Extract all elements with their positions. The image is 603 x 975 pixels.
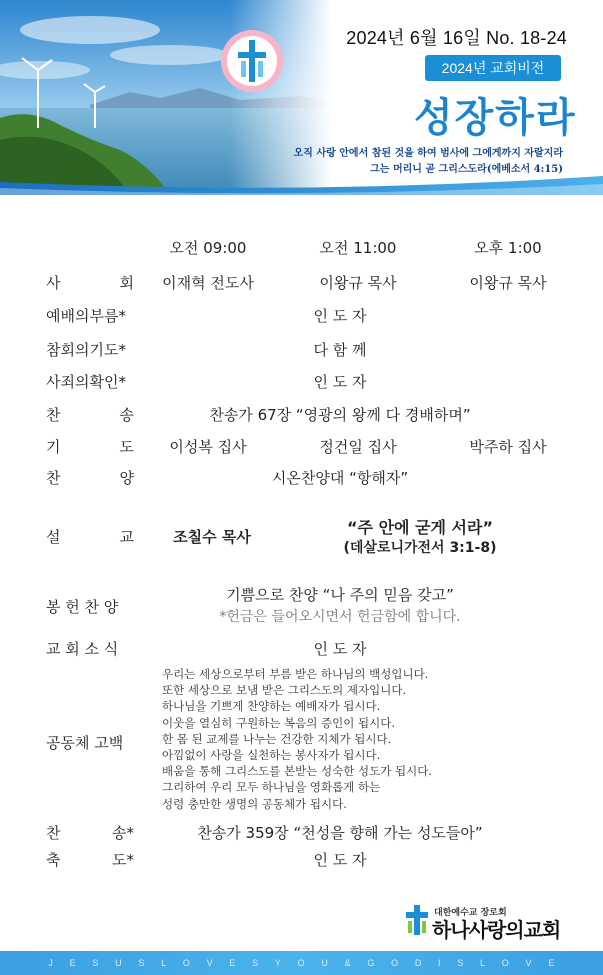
- prayer-label: 기 도: [46, 438, 134, 456]
- confession-line: 하나님을 기쁘게 찬양하는 예배자가 됩시다.: [162, 699, 381, 714]
- footer-letter: S: [138, 958, 145, 968]
- benediction-value: 인 도 자: [313, 851, 367, 869]
- bulletin-date: 2024년 6월 16일 No. 18-24: [346, 28, 567, 48]
- vision-badge: 2024년 교회비전: [425, 55, 561, 81]
- benediction-label: 축 도*: [46, 851, 134, 869]
- prayer-second: 정건일 집사: [319, 438, 397, 456]
- footer-letter: S: [252, 958, 259, 968]
- footer-letter: I: [438, 958, 441, 968]
- footer-letter: D: [414, 958, 422, 968]
- vision-slogan: 성장하라: [414, 95, 577, 141]
- presider-second: 이왕규 목사: [319, 274, 397, 292]
- footer-letter: G: [367, 958, 375, 968]
- sermon-label: 설 교: [46, 528, 134, 546]
- presider-first: 이재혁 전도사: [162, 274, 254, 292]
- confession-line: 그리하여 우리 모두 하나님을 영화롭게 하는: [162, 780, 381, 795]
- footer-letter: V: [525, 958, 532, 968]
- church-news-label: 교 회 소 식: [46, 640, 119, 658]
- footer-letter: S: [92, 958, 99, 968]
- call-to-worship-value: 인 도 자: [313, 307, 367, 325]
- sermon-scripture: (데살로니가전서 3:1-8): [343, 540, 497, 556]
- confession-line: 성령 충만한 생명의 공동체가 됩시다.: [162, 796, 347, 811]
- prayer-first: 이성복 집사: [169, 438, 247, 456]
- offering-label: 봉 헌 찬 양: [46, 598, 119, 616]
- footer-letter: U: [115, 958, 122, 968]
- confession-label: 공동체 고백: [46, 734, 124, 752]
- footer-letter: E: [548, 958, 555, 968]
- footer-letter: &: [344, 958, 351, 968]
- footer-letter: O: [297, 958, 305, 968]
- footer-letter: L: [480, 958, 486, 968]
- confession-line: 또한 세상으로 보냄 받은 그리스도의 제자입니다.: [162, 683, 407, 698]
- footer-letter: L: [161, 958, 167, 968]
- closing-hymn-label: 찬 송*: [46, 824, 134, 842]
- offering-value: 기쁨으로 찬양 “나 주의 믿음 갖고”: [226, 586, 454, 604]
- cross-emblem-icon: [219, 28, 285, 94]
- denomination-text: 대한예수교 장로회: [434, 908, 507, 918]
- hymn-value: 찬송가 67장 “영광의 왕께 다 경배하며”: [209, 406, 471, 424]
- call-to-worship-label: 예배의부름*: [46, 307, 126, 325]
- vision-verse-line1: 오직 사랑 안에서 참된 것을 하여 범사에 그에게까지 자랄지라: [293, 148, 563, 159]
- footer-letter: V: [206, 958, 213, 968]
- footer-letter: U: [321, 958, 328, 968]
- confession-line: 배움을 통해 그리스도를 본받는 성숙한 성도가 됩시다.: [162, 764, 432, 779]
- church-news-value: 인 도 자: [313, 640, 367, 658]
- footer-banner: [0, 951, 603, 975]
- presider-third: 이왕규 목사: [469, 274, 547, 292]
- absolution-label: 사죄의확인*: [46, 373, 126, 391]
- footer-letter: J: [48, 958, 53, 968]
- presider-label: 사 회: [46, 274, 134, 292]
- sermon-title: “주 안에 굳게 서라”: [347, 518, 493, 537]
- offering-note: *헌금은 들어오시면서 헌금함에 합니다.: [219, 609, 461, 625]
- confession-line: 이웃을 열심히 구원하는 복음의 증인이 됩시다.: [162, 715, 396, 730]
- hymn-label: 찬 송: [46, 406, 134, 424]
- choir-value: 시온찬양대 “항해자”: [271, 469, 409, 487]
- prayer-of-participation-label: 참회의기도*: [46, 341, 126, 359]
- prayer-third: 박주하 집사: [469, 438, 547, 456]
- closing-hymn-value: 찬송가 359장 “천성을 향해 가는 성도들아”: [197, 824, 483, 842]
- footer-letter: S: [457, 958, 464, 968]
- choir-label: 찬 양: [46, 469, 134, 487]
- footer-letter: O: [501, 958, 509, 968]
- time-third: 오후 1:00: [474, 239, 542, 257]
- bulletin-header: [0, 0, 603, 195]
- confession-text: [162, 666, 432, 812]
- footer-letter: E: [69, 958, 76, 968]
- footer-letter: Y: [274, 958, 281, 968]
- footer-letter: O: [182, 958, 190, 968]
- confession-line: 우리는 세상으로부터 부름 받은 하나님의 백성입니다.: [162, 667, 429, 681]
- vision-verse-line2: 그는 머리니 곧 그리스도라(에베소서 4:15): [370, 164, 563, 175]
- church-name: 하나사랑의교회: [432, 918, 561, 942]
- time-second: 오전 11:00: [319, 239, 397, 257]
- prayer-of-participation-value: 다 함 께: [313, 341, 367, 359]
- absolution-value: 인 도 자: [313, 373, 367, 391]
- footer-letter: O: [391, 958, 399, 968]
- sermon-preacher: 조칠수 목사: [173, 528, 251, 546]
- confession-line: 아낌없이 사랑을 실천하는 봉사자가 됩시다.: [162, 748, 381, 763]
- church-cross-logo-icon: [405, 905, 429, 935]
- footer-letter: E: [229, 958, 236, 968]
- confession-line: 한 몸 된 교제를 나누는 건강한 지체가 됩시다.: [162, 731, 392, 746]
- time-first: 오전 09:00: [169, 239, 247, 257]
